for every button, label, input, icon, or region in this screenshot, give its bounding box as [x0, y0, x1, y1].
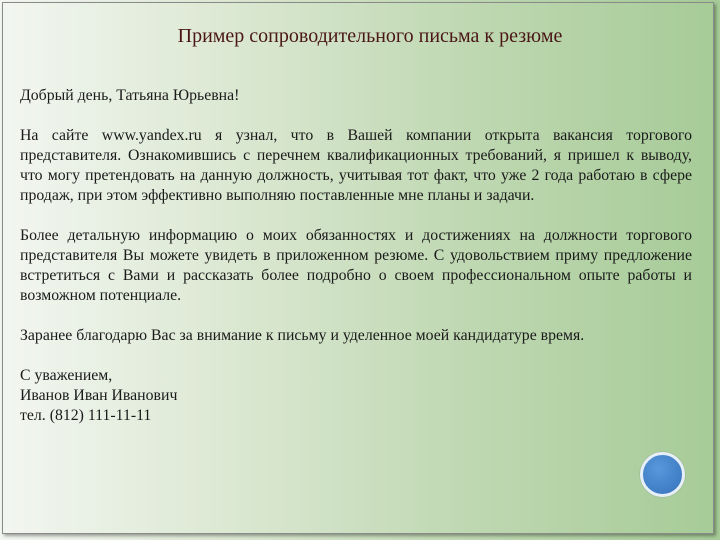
letter-paragraph-2: Более детальную информацию о моих обязанностях и достижениях на должности торгового представителя Вы можете увидеть в приложенном резюме. С удовольствием приму предложение встретиться с Вами и рассказать более подробно о своем профессиональном опыте работы и возможном потенциале.: [20, 227, 692, 304]
cover-letter: [20, 86, 692, 426]
slide-title: Пример сопроводительного письма к резюме: [177, 25, 563, 47]
letter-phone: тел. (812) 111-11-11: [20, 407, 152, 424]
decorative-circle-icon: [640, 452, 685, 497]
letter-closing: С уважением,: [20, 367, 113, 384]
letter-paragraph-1: На сайте www.yandex.ru я узнал, что в Вашей компании открыта вакансия торгового представителя. Ознакомившись с перечнем квалификационных требований, я пришел к выводу, что могу претендовать на данную должность, учитывая тот факт, что уже 2 года работаю в сфере продаж, при этом эффективно выполняю поставленные мне планы и задачи.: [20, 127, 692, 204]
letter-paragraph-3: Заранее благодарю Вас за внимание к письму и уделенное моей кандидатуре время.: [20, 327, 585, 344]
letter-signature: Иванов Иван Иванович: [20, 387, 178, 404]
letter-greeting: Добрый день, Татьяна Юрьевна!: [20, 87, 240, 104]
